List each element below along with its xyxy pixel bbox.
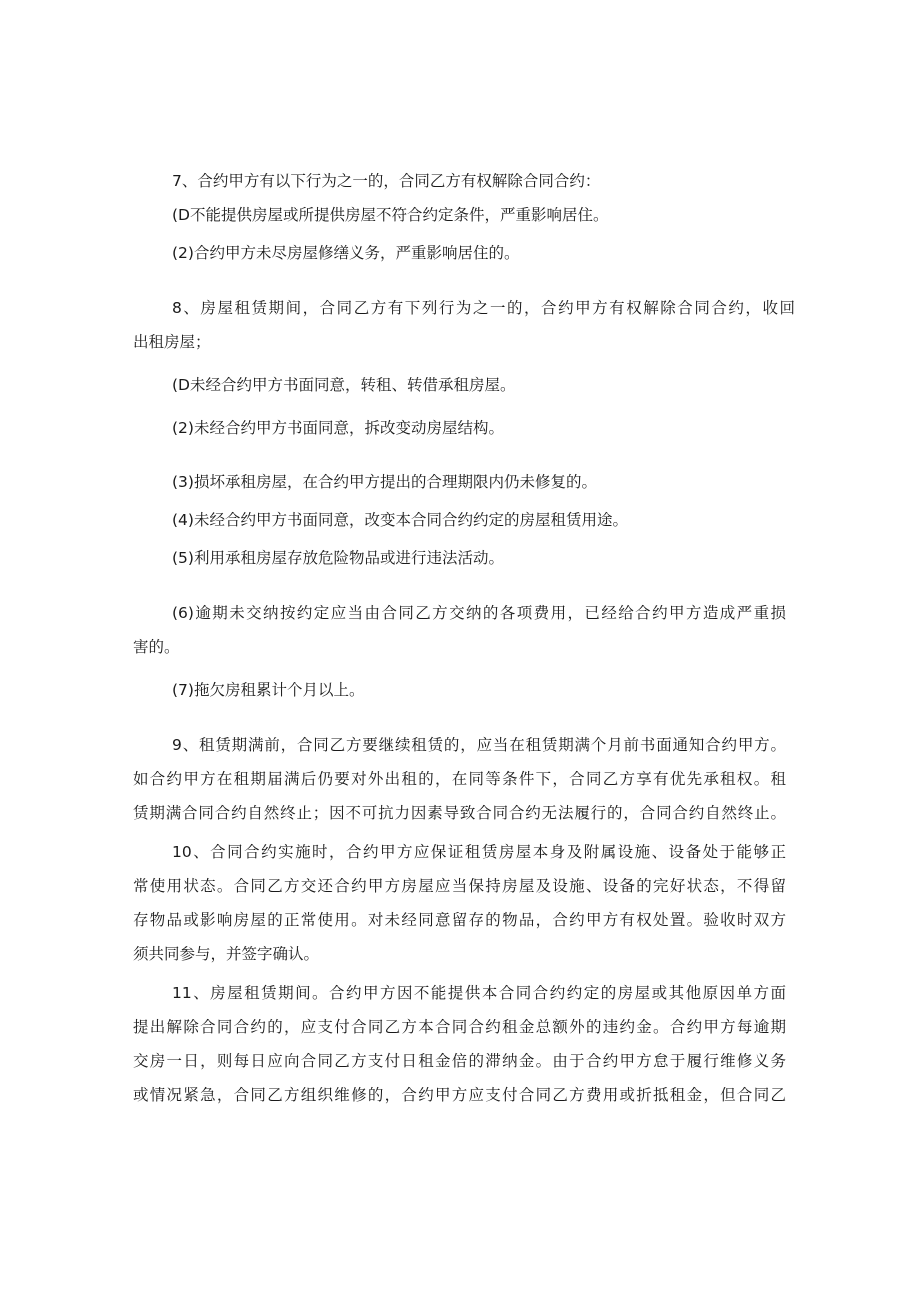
clause-10-line-3: 存物品或影响房屋的正常使用。对未经同意留存的物品，合约甲方有权处置。验收时双方 [133, 911, 786, 929]
clause-9-line-2: 如合约甲方在租期届满后仍要对外出租的，在同等条件下，合同乙方享有优先承租权。租 [133, 770, 786, 788]
clause-8-item-6-line-2: 害的。 [133, 638, 180, 656]
clause-8-item-5: (5)利用承租房屋存放危险物品或进行违法活动。 [172, 549, 504, 567]
clause-8-line-1: 8、房屋租赁期间，合同乙方有下列行为之一的，合约甲方有权解除合同合约，收回 [172, 299, 795, 317]
clause-10-line-2: 常使用状态。合同乙方交还合约甲方房屋应当保持房屋及设施、设备的完好状态，不得留 [133, 877, 786, 895]
clause-11-line-4: 或情况紧急，合同乙方组织维修的，合约甲方应支付合同乙方费用或折抵租金，但合同乙 [133, 1086, 786, 1104]
clause-7-item-1: (D不能提供房屋或所提供房屋不符合约定条件，严重影响居住。 [172, 206, 609, 224]
clause-8-item-1: (D未经合约甲方书面同意，转租、转借承租房屋。 [172, 376, 516, 394]
clause-9-line-3: 赁期满合同合约自然终止；因不可抗力因素导致合同合约无法履行的，合同合约自然终止。 [133, 804, 786, 822]
clause-10-line-1: 10、合同合约实施时，合约甲方应保证租赁房屋本身及附属设施、设备处于能够正 [172, 843, 786, 861]
clause-8-item-3: (3)损坏承租房屋，在合约甲方提出的合理期限内仍未修复的。 [172, 473, 597, 491]
clause-7-heading: 7、合约甲方有以下行为之一的，合同乙方有权解除合同合约： [172, 172, 601, 190]
clause-11-line-1: 11、房屋租赁期间。合约甲方因不能提供本合同合约约定的房屋或其他原因单方面 [172, 984, 786, 1002]
clause-8-item-7: (7)拖欠房租累计个月以上。 [172, 681, 365, 699]
clause-8-item-4: (4)未经合约甲方书面同意，改变本合同合约约定的房屋租赁用途。 [172, 511, 628, 529]
clause-11-line-2: 提出解除合同合约的，应支付合同乙方本合同合约租金总额外的违约金。合约甲方每逾期 [133, 1018, 786, 1036]
clause-8-item-6-line-1: (6)逾期未交纳按约定应当由合同乙方交纳的各项费用，已经给合约甲方造成严重损 [172, 604, 786, 622]
clause-8-item-2: (2)未经合约甲方书面同意，拆改变动房屋结构。 [172, 419, 504, 437]
clause-8-line-2: 出租房屋； [133, 333, 211, 351]
clause-9-line-1: 9、租赁期满前，合同乙方要继续租赁的，应当在租赁期满个月前书面通知合约甲方。 [172, 736, 786, 754]
clause-7-item-2: (2)合约甲方未尽房屋修缮义务，严重影响居住的。 [172, 244, 520, 262]
clause-11-line-3: 交房一日，则每日应向合同乙方支付日租金倍的滞纳金。由于合约甲方怠于履行维修义务 [133, 1052, 786, 1070]
clause-10-line-4: 须共同参与，并签字确认。 [133, 945, 320, 963]
